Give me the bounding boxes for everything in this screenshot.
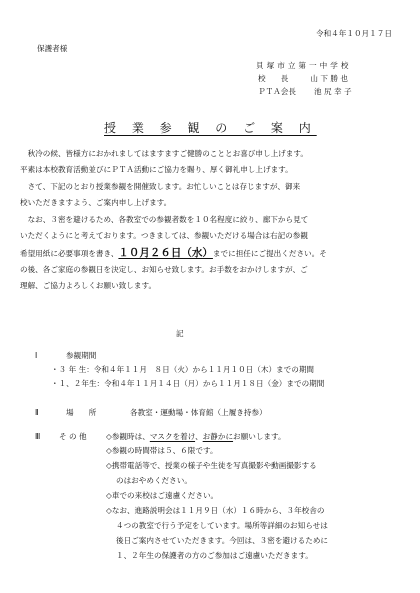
note-item — [106, 433, 286, 441]
section-2-label: 場 所 — [66, 408, 97, 417]
quiet-note: お静かに — [202, 432, 234, 441]
deadline-date: １０月２６日（水） — [118, 247, 213, 259]
mask-note: マスクを着け — [149, 432, 196, 441]
note-item: ◇なお、進路説明会は１１月９日（水）１６時から、３年校舎の — [106, 506, 325, 515]
principal-name: 山 下 勝 也 — [310, 74, 348, 83]
body-line: 秋冷の候、皆様方におかれましてはますますご健勝のこととお喜び申し上げます。 — [20, 149, 308, 158]
section-3-label: そ の 他 — [59, 432, 87, 441]
location-value: 各教室・運動場・体育館（上履き持参） — [130, 408, 267, 417]
note-item-continued: ４つの教室で行う予定をしています。場所等詳細のお知らせは — [116, 521, 328, 530]
body-line: さて、下記のとおり授業参観を開催致します。お忙しいことは存じますが、御来 — [20, 182, 301, 191]
period-item: ・１、２年生：令和４年１１月１４日（月）から１１月１８日（金）までの期間 — [51, 379, 325, 388]
section-2-number: Ⅱ — [35, 408, 39, 417]
note-text: ◇参観時は、 — [106, 432, 150, 441]
body-line: 理解、ご協力よろしくお願い致します。 — [20, 281, 157, 290]
date-line: 令和４年１０月１７日 — [316, 29, 392, 38]
school-name: 貝 塚 市 立 第 一 中 学 校 — [256, 61, 349, 70]
recipient: 保護者様 — [37, 44, 68, 53]
pta-line — [258, 88, 352, 96]
principal-title: 校 長 — [258, 74, 289, 83]
pta-name: 池 尻 幸 子 — [313, 87, 352, 96]
section-1-label: 参観期間 — [66, 351, 97, 360]
body-line: 校いただきますよう、ご案内申し上げます。 — [20, 198, 172, 207]
note-text: 、 — [195, 432, 203, 441]
page-title: 授 業 参 観 の ご 案 内 — [104, 121, 317, 135]
note-item-continued: １、２年生の保護者の方のご参加はご遠慮いただきます。 — [116, 551, 313, 560]
body-text: までに担任にご提出ください。そ — [212, 249, 327, 258]
section-3-number: Ⅲ — [35, 432, 41, 441]
body-line: 平素は本校教育活動並びにＰＴＡ活動にご協力を賜り、厚く御礼申し上げます。 — [20, 165, 293, 174]
note-item: ◇車での来校はご遠慮ください。 — [106, 491, 219, 500]
note-text: お願いします。 — [233, 432, 286, 441]
ki-heading: 記 — [176, 329, 184, 338]
body-line: いただくようにと考えております。つきましては、参観いただける場合は右記の参観 — [20, 231, 308, 240]
note-item: ◇携帯電話等で、授業の様子や生徒を写真撮影や動画撮影する — [106, 461, 317, 470]
body-line: なお、３密を避けるため、各教室での参観者数を１０名程度に絞り、廊下から見て — [20, 215, 309, 224]
period-item: ・３ 年 生：令和４年１１月 ８日（火）から１１月１０日（木）までの期間 — [51, 365, 315, 374]
principal-line — [258, 75, 348, 83]
note-item-continued: のはおやめください。 — [116, 476, 192, 485]
body-text: 希望用紙に必要事項を書き、 — [20, 249, 119, 258]
body-line-deadline — [20, 248, 327, 259]
note-item: ◇参観の時間帯は５、６限です。 — [106, 446, 218, 455]
section-1-number: Ⅰ — [35, 351, 38, 360]
pta-title: ＰＴＡ会長 — [258, 87, 296, 96]
note-item-continued: 後日ご案内させていただきます。今回は、３密を避けるために — [116, 536, 329, 545]
body-line: の後、各ご家庭の参観日を決定し、お知らせ致します。お手数をおかけしますが、ご — [20, 265, 308, 274]
